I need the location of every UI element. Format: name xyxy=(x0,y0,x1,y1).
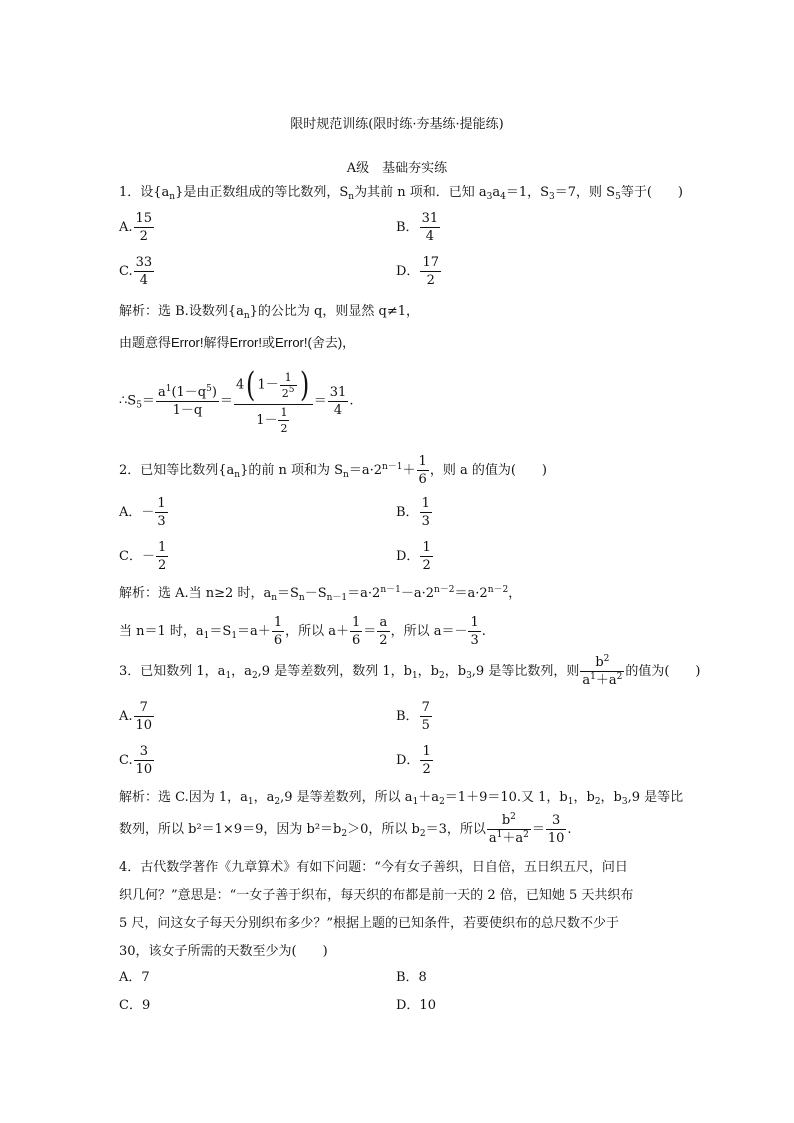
q3-option-a[interactable]: A. $\frac{7}{10}$ xyxy=(119,700,153,733)
q2-option-d[interactable]: D． $\frac{1}{2}$ xyxy=(396,540,431,573)
q4-stem-line3: 5 尺，问这女子每天分别织布多少？”根据上题的已知条件，若要使织布的总尺数不少于 xyxy=(119,916,620,931)
q1-option-d[interactable]: D． $\frac{17}{2}$ xyxy=(396,255,439,288)
q3-option-b[interactable]: B． $\frac{7}{5}$ xyxy=(396,700,430,733)
q2-stem: 2．已知等比数列$\{a_n\}$的前 n 项和为 $S_n=a\cdot 2^{n-1}+$ $\frac{1}{6}$ ，则 a 的值为( ) xyxy=(119,454,547,487)
q2-option-b[interactable]: B． $\frac{1}{3}$ xyxy=(396,496,430,529)
q2-solution-line2: 当 n＝1 时，$a_1=S_1=a+$ $\frac{1}{6}$ ，所以 a＋ $\frac{1}{6}$ ＝ $\frac{a}{2}$ ，所以 a＝－ $\frac{1}{3}$ . xyxy=(119,615,486,648)
q1-solution-line1: 解析：选 B.设数列$\{a_n\}$的公比为 q，则显然 q≠1， xyxy=(119,304,419,321)
q2-option-a[interactable]: A．－ $\frac{1}{3}$ xyxy=(119,496,166,529)
q1-solution-line2: 由题意得Error!解得Error!或Error!(舍去)， xyxy=(119,335,356,350)
q4-stem-line2: 织几何？”意思是：“一女子善于织布，每天织的布都是前一天的 2 倍，已知她 5 天共织布 xyxy=(119,888,634,903)
q3-option-c[interactable]: C. $\frac{3}{10}$ xyxy=(119,744,153,777)
page-title: 限时规范训练(限时练·夯基练·提能练) xyxy=(290,117,504,132)
q3-stem: 3．已知数列 1，$a_1$，$a_2,9$ 是等差数列，数列 1，$b_1$，$b_2$，$b_3,9$ 是等比数列，则 $\frac{b^2}{a^1+a^2}$ 的值为( ) xyxy=(119,654,701,688)
q3-solution-line2: 数列，所以 b²＝1×9＝9，因为 $b^2=b_2>0$，所以 $b_2=3$，所以 $\frac{b^2}{a^1+a^2}$ ＝ $\frac{3}{10}$ . xyxy=(119,812,572,846)
q1-solution-line3: $\therefore S_5=$ $\frac{a^1(1-q^5)}{1-q}$ ＝ 4( 1－ $\frac{1}{2^5}$ ) 1－ $\frac{1}{2}$ ＝ $\frac{31}{4}$ . xyxy=(119,365,354,435)
q1-option-a[interactable]: A. $\frac{15}{2}$ xyxy=(119,211,153,244)
q1-stem: 1．设$\{a_n\}$是由正数组成的等比数列，$S_n$为其前 n 项和．已知 $a_3a_4=1$，$S_3=7$，则 $S_5$等于( ) xyxy=(119,185,683,202)
q4-stem-line4: 30，该女子所需的天数至少为( ) xyxy=(119,944,328,959)
q4-option-c[interactable]: C．9 xyxy=(119,998,151,1013)
q2-solution-line1: 解析：选 A.当 n≥2 时，$a_n=S_n-S_{n-1}=a\cdot 2^{n-1}-a\cdot 2^{n-2}=a\cdot 2^{n-2}$， xyxy=(119,585,522,603)
q1-option-b[interactable]: B． $\frac{31}{4}$ xyxy=(396,211,439,244)
section-heading: A级 基础夯实练 xyxy=(346,161,448,176)
q3-solution-line1: 解析：选 C.因为 1，$a_1$，$a_2,9$ 是等差数列，所以 $a_1+a_2=1+9=10$.又 1，$b_1$，$b_2$，$b_3,9$ 是等比 xyxy=(119,790,684,807)
q4-stem-line1: 4．古代数学著作《九章算术》有如下问题：“今有女子善织，日自倍，五日织五尺，问日 xyxy=(119,860,628,875)
q4-option-b[interactable]: B．8 xyxy=(396,970,427,985)
q3-option-d[interactable]: D． $\frac{1}{2}$ xyxy=(396,744,431,777)
q4-option-a[interactable]: A．7 xyxy=(119,970,150,985)
q4-option-d[interactable]: D．10 xyxy=(396,998,436,1013)
q1-option-c[interactable]: C. $\frac{33}{4}$ xyxy=(119,255,153,288)
q2-option-c[interactable]: C．－ $\frac{1}{2}$ xyxy=(119,540,167,573)
